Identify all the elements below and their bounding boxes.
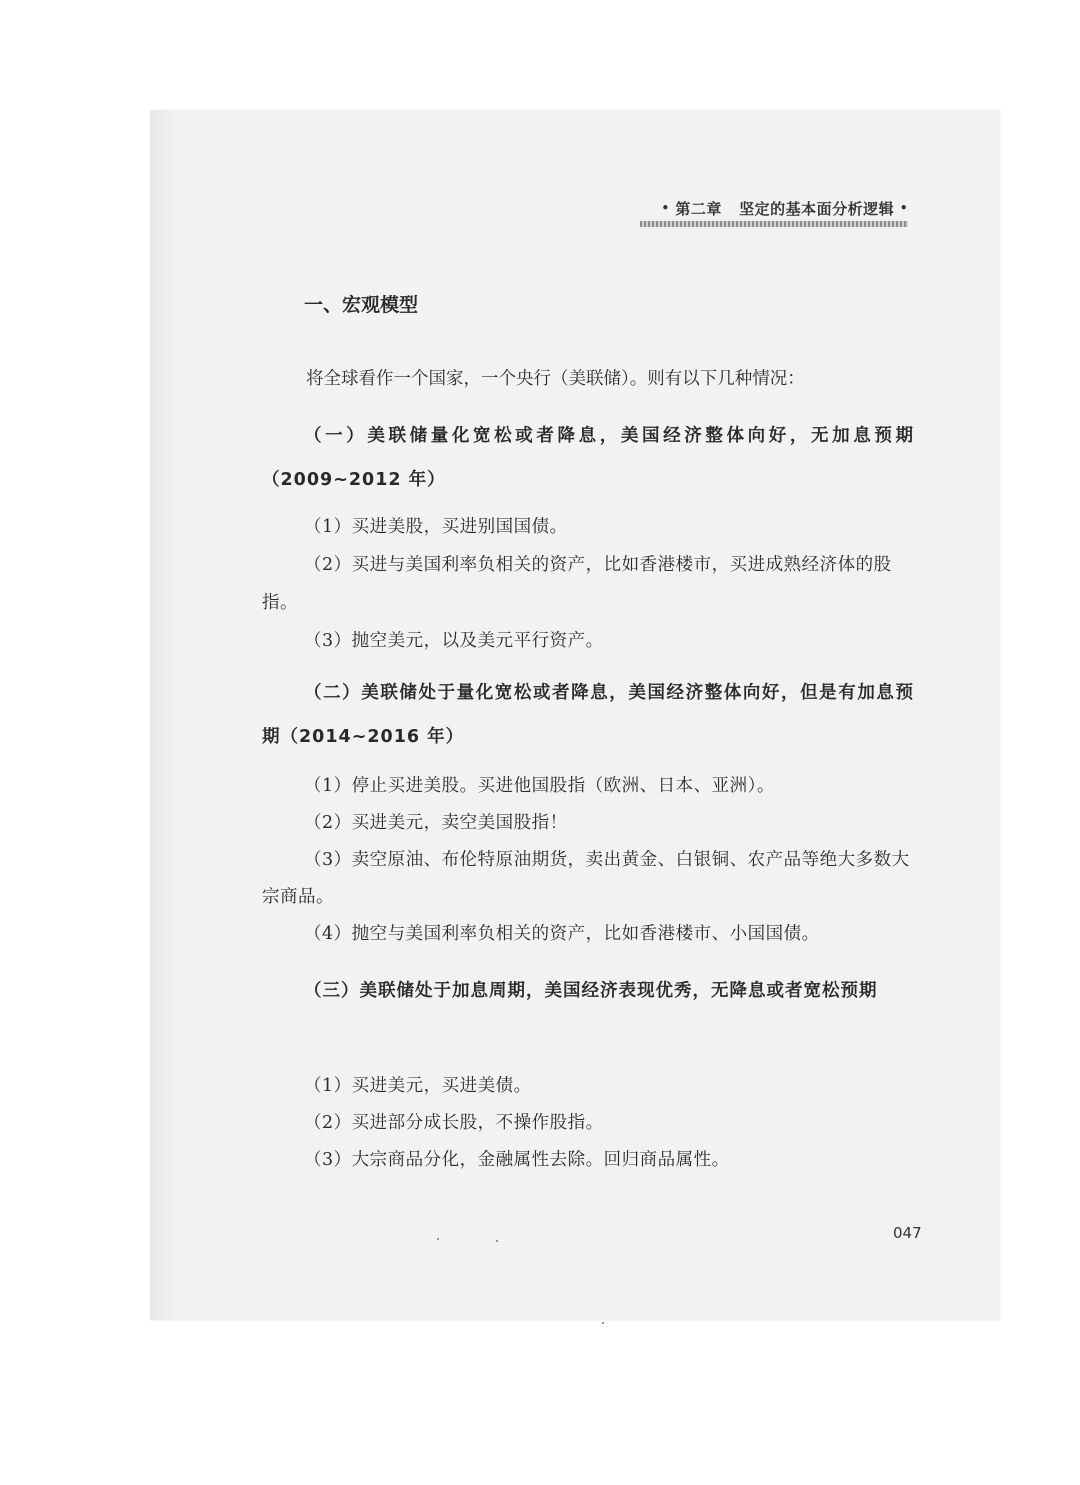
page-number: 047 <box>893 1224 922 1242</box>
case-1 <box>262 414 914 502</box>
case-3-items <box>262 1068 914 1179</box>
case-3 <box>262 969 914 1013</box>
scan-speck <box>496 1240 498 1242</box>
case-3-heading: （三）美联储处于加息周期，美国经济表现优秀，无降息或者宽松预期 <box>304 981 878 1001</box>
list-item: （2）买进部分成长股，不操作股指。 <box>304 1113 604 1133</box>
header-rule <box>640 221 908 227</box>
list-item: （1）停止买进美股。买进他国股指（欧洲、日本、亚洲）。 <box>304 776 775 796</box>
list-item: （3）抛空美元，以及美元平行资产。 <box>304 631 604 651</box>
list-item: （2）买进与美国利率负相关的资产，比如香港楼市，买进成熟经济体的股指。 <box>262 555 892 613</box>
header-dot-right: • <box>899 201 908 215</box>
list-item: （3）大宗商品分化，金融属性去除。回归商品属性。 <box>304 1150 730 1170</box>
running-header <box>640 198 908 219</box>
intro-block <box>262 357 914 401</box>
list-item: （3）卖空原油、布伦特原油期货，卖出黄金、白银铜、农产品等绝大多数大宗商品。 <box>262 850 910 907</box>
section-title: 一、宏观模型 <box>304 294 419 316</box>
intro-paragraph: 将全球看作一个国家，一个央行（美联储）。则有以下几种情况： <box>306 369 805 389</box>
header-dot-left: • <box>661 201 670 215</box>
case-1-heading: （一）美联储量化宽松或者降息，美国经济整体向好，无加息预期（2009~2012 年） <box>262 426 914 490</box>
list-item: （1）买进美元，买进美债。 <box>304 1076 532 1096</box>
case-2-items <box>262 768 914 953</box>
scan-speck <box>437 1238 439 1240</box>
list-item: （2）买进美元，卖空美国股指！ <box>304 813 568 833</box>
header-chapter: 第二章 <box>675 200 722 218</box>
header-title: 坚定的基本面分析逻辑 <box>739 200 895 218</box>
list-item: （1）买进美股，买进别国国债。 <box>304 517 568 537</box>
case-1-items <box>262 508 914 660</box>
list-item: （4）抛空与美国利率负相关的资产，比如香港楼市、小国国债。 <box>304 924 820 944</box>
case-2 <box>262 671 914 759</box>
scan-speck <box>602 1322 604 1324</box>
case-2-heading: （二）美联储处于量化宽松或者降息，美国经济整体向好，但是有加息预期（2014~2016 年） <box>262 683 914 747</box>
